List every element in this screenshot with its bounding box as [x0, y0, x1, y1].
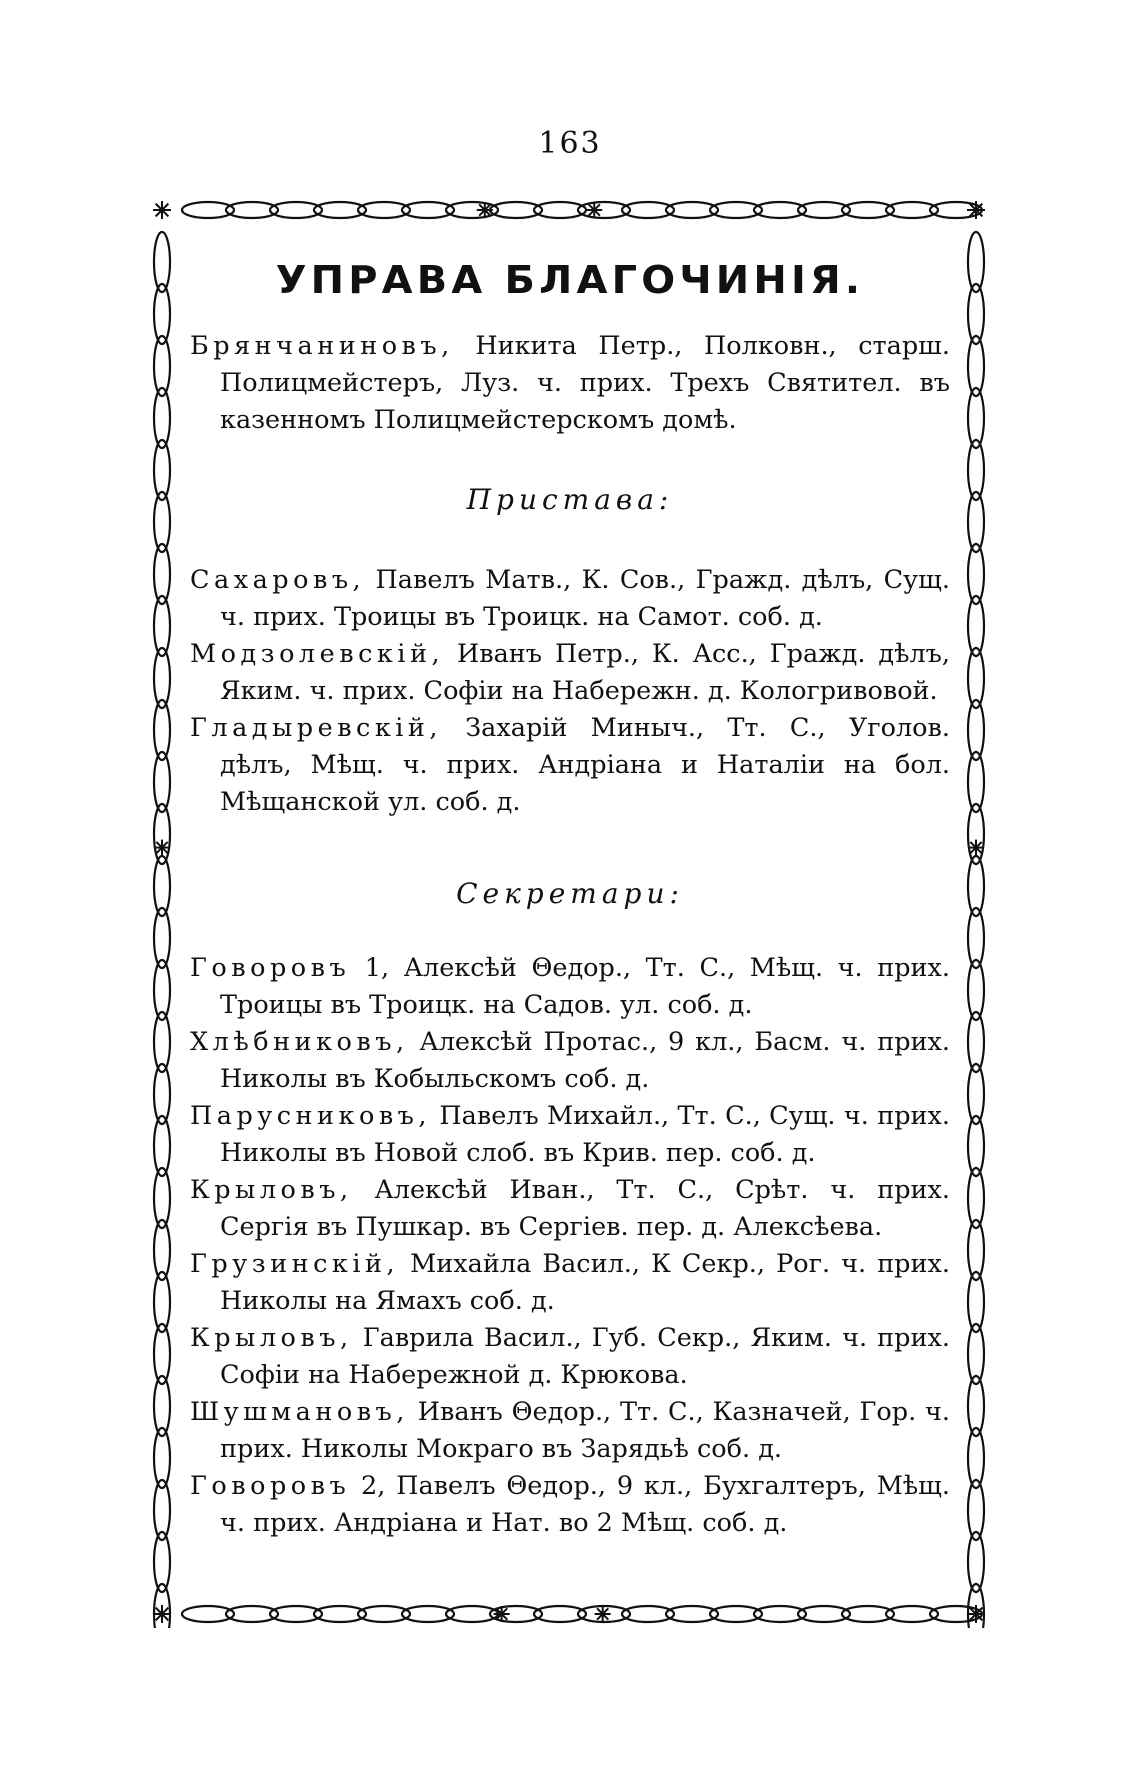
entry-surname: Крыловъ, — [190, 1323, 353, 1353]
entry-surname: Грузинскій, — [190, 1249, 400, 1279]
entry-text: 1, Алексѣй Θедор., Тт. С., Мѣщ. ч. прих. Троицы въ Троицк. на Садов. ул. соб. д. — [220, 953, 950, 1020]
entry-text: Гаврила Васил., Губ. Секр., Яким. ч. прих. Софіи на Набережной д. Крюкова. — [220, 1323, 950, 1390]
entry-text: Павелъ Михайл., Тт. С., Сущ. ч. прих. Николы въ Новой слоб. въ Крив. пер. соб. д. — [220, 1101, 950, 1168]
entry-text: 2, Павелъ Θедор., 9 кл., Бухгалтеръ, Мѣщ. ч. прих. Андріана и Нат. во 2 Мѣщ. соб. д. — [220, 1471, 950, 1538]
entry-surname: Говоровъ — [190, 1471, 351, 1501]
page-title: УПРАВА БЛАГОЧИНІЯ. — [275, 258, 865, 302]
list-item — [190, 1172, 950, 1246]
entry-text: Михайла Васил., К Секр., Рог. ч. прих. Николы на Ямахъ соб. д. — [220, 1249, 950, 1316]
list-item — [190, 1394, 950, 1468]
list-item — [190, 710, 950, 821]
entry-text: Никита Петр., Полковн., старш. Полицмейстеръ, Луз. ч. прих. Трехъ Святител. въ казенномъ Полицмейстерскомъ домѣ. — [220, 331, 950, 435]
entry-text: Павелъ Матв., К. Сов., Гражд. дѣлъ, Сущ. ч. прих. Троицы въ Троицк. на Самот. соб. д. — [220, 565, 950, 632]
entry-text: Иванъ Θедор., Тт. С., Казначей, Гор. ч. прих. Николы Мокраго въ Зарядьѣ соб. д. — [220, 1397, 950, 1464]
entry-surname: Парусниковъ, — [190, 1101, 432, 1131]
section-heading-pristava: Пристава: — [466, 483, 674, 516]
entry-surname: Крыловъ, — [190, 1175, 353, 1205]
section-heading-sekretari: Секретари: — [456, 877, 684, 910]
list-item — [190, 562, 950, 636]
list-item — [190, 1098, 950, 1172]
entry-text: Захарій Миныч., Тт. С., Уголов. дѣлъ, Мѣщ. ч. прих. Андріана и Наталіи на бол. Мѣщанской ул. соб. д. — [220, 713, 950, 817]
entry-surname: Говоровъ — [190, 953, 351, 983]
entry-surname: Хлѣбниковъ, — [190, 1027, 409, 1057]
head-entry — [190, 328, 950, 439]
entry-surname: Гладыревскій, — [190, 713, 443, 743]
page-number: 163 — [538, 126, 602, 161]
list-item — [190, 950, 950, 1024]
entry-surname: Модзолевскій, — [190, 639, 445, 669]
list-item — [190, 1024, 950, 1098]
entry-text: Алексѣй Иван., Тт. С., Срѣт. ч. прих. Сергія въ Пушкар. въ Сергіев. пер. д. Алексѣева. — [220, 1175, 950, 1242]
entry-surname: Шушмановъ, — [190, 1397, 409, 1427]
list-item — [190, 1468, 950, 1542]
list-item — [190, 1246, 950, 1320]
entry-text: Иванъ Петр., К. Асс., Гражд. дѣлъ, Яким. ч. прих. Софіи на Набережн. д. Кологривовой. — [220, 639, 950, 706]
entry-surname: Сахаровъ, — [190, 565, 366, 595]
page-content — [190, 258, 950, 1542]
entry-surname: Брянчаниновъ, — [190, 331, 454, 361]
entry-text: Алексѣй Протас., 9 кл., Басм. ч. прих. Николы въ Кобыльскомъ соб. д. — [220, 1027, 950, 1094]
list-item — [190, 1320, 950, 1394]
list-item — [190, 636, 950, 710]
